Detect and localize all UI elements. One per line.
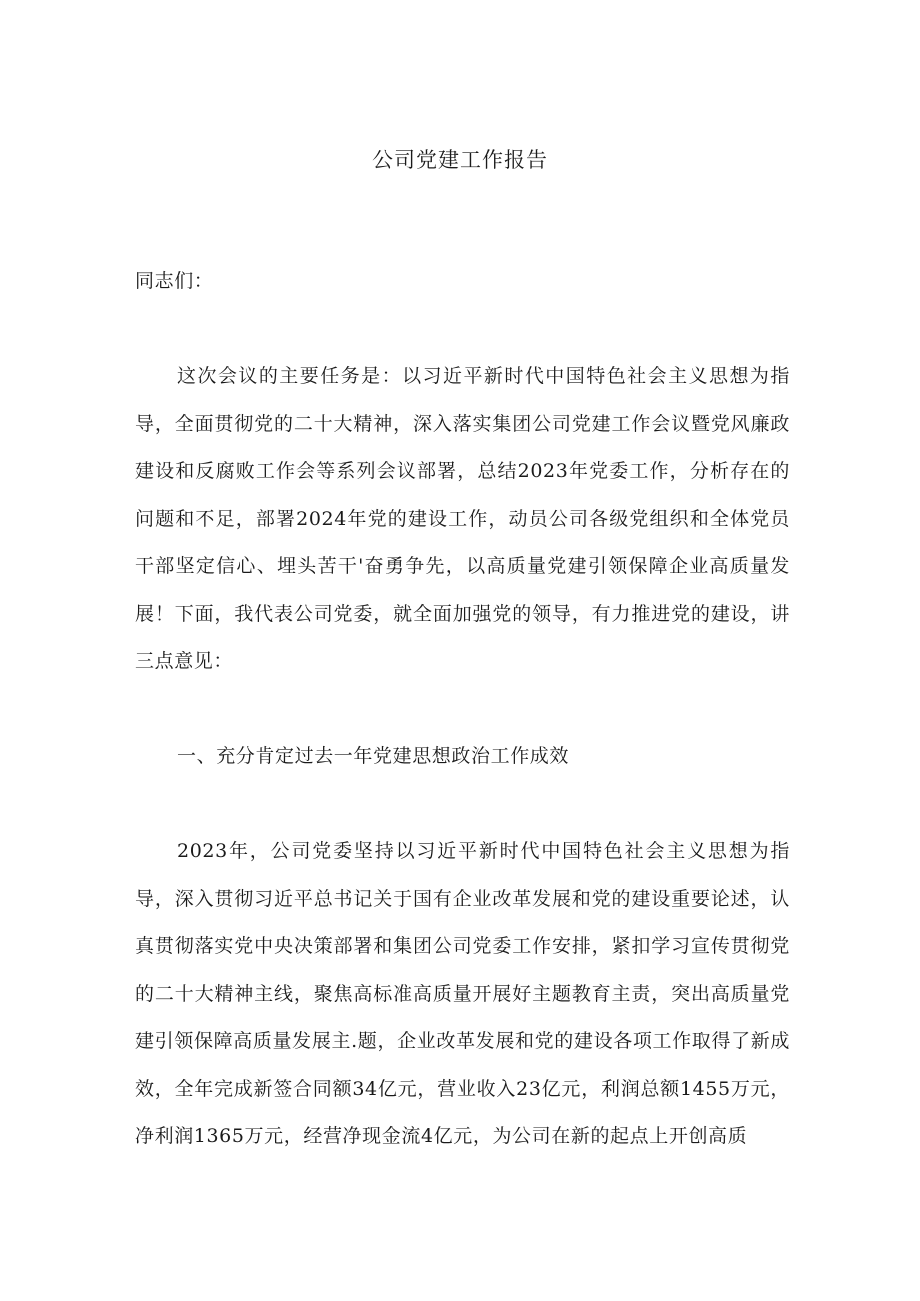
intro-paragraph: 这次会议的主要任务是：以习近平新时代中国特色社会主义思想为指导，全面贯彻党的二十大精神，深入落实集团公司党建工作会议暨党风廉政建设和反腐败工作会等系列会议部署，总结2023年党委工作，分析存在的问题和不足，部署2024年党的建设工作，动员公司各级党组织和全体党员干部坚定信心、埋头苦干'奋勇争先，以高质量党建引领保障企业高质量发展！下面，我代表公司党委，就全面加强党的领导，有力推进党的建设，讲三点意见： [135,365,790,672]
section-1-paragraph: 2023年，公司党委坚持以习近平新时代中国特色社会主义思想为指导，深入贯彻习近平总书记关于国有企业改革发展和党的建设重要论述，认真贯彻落实党中央决策部署和集团公司党委工作安排，紧扣学习宣传贯彻党的二十大精神主线，聚焦高标准高质量开展好主题教育主责，突出高质量党建引领保障高质量发展主.题，企业改革发展和党的建设各项工作取得了新成效，全年完成新签合同额34亿元，营业收入23亿元，利润总额1455万元，净利润1365万元，经营净现金流4亿元，为公司在新的起点上开创高质 [135,840,790,1147]
document-title: 公司党建工作报告 [372,148,548,172]
salutation: 同志们： [135,270,214,292]
section-heading-1: 一、充分肯定过去一年党建思想政治工作成效 [177,745,570,767]
